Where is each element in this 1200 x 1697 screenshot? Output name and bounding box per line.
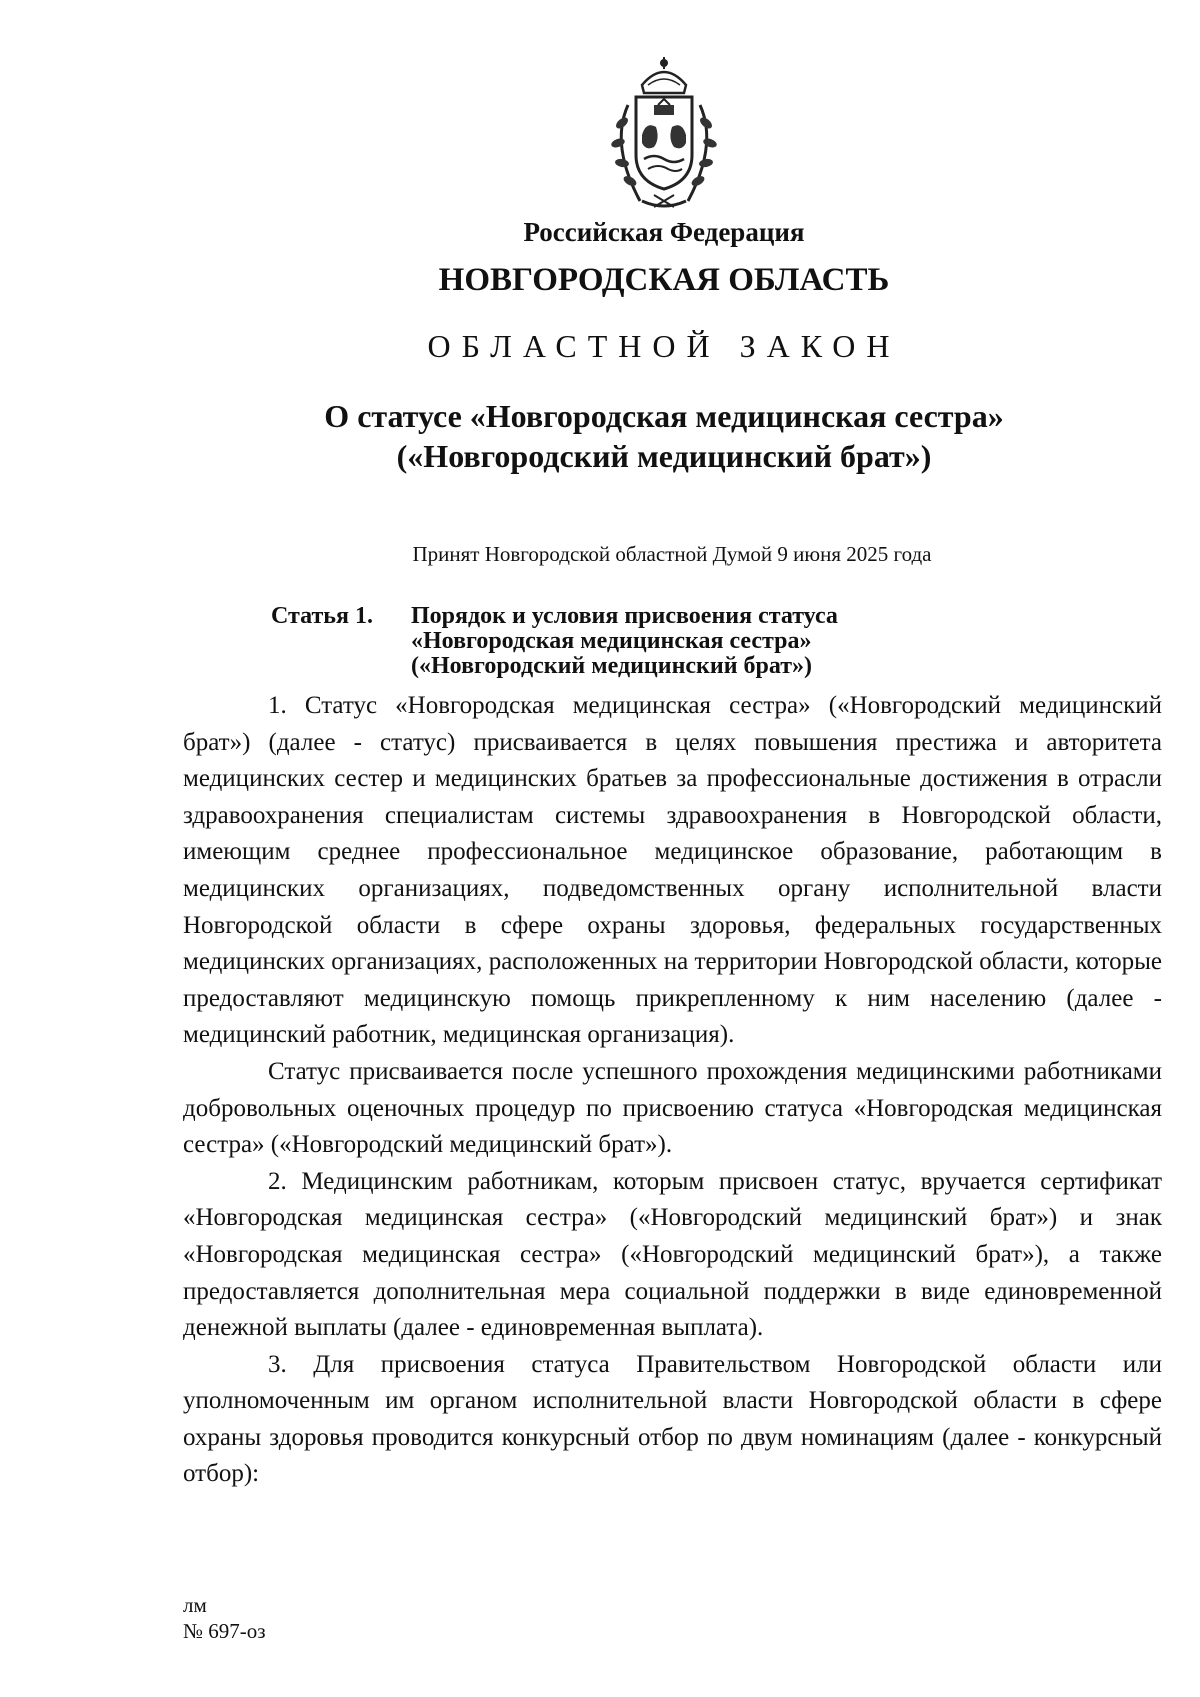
article-number: Статья 1. — [271, 603, 373, 629]
law-title — [0, 396, 1200, 476]
footer-initials: лм — [183, 1593, 207, 1617]
paragraph: Статус присваивается после успешного прохождения медицинскими работниками добровольных оценочных процедур по присвоению статуса «Новгородская медицинская сестра» («Новгородский медицинский брат»). — [183, 1057, 1162, 1159]
country-heading: Российская Федерация — [523, 217, 805, 247]
law-title-line: («Новгородский медицинский брат») — [396, 438, 932, 474]
law-title-line: О статусе «Новгородская медицинская сестра» — [324, 398, 1004, 434]
paragraph: 2. Медицинским работникам, которым присвоен статус, вручается сертификат «Новгородская медицинская сестра» («Новгородский медицинский брат») и знак «Новгородская медицинская сестра» («Новгородский медицинский брат»), а также предоставляется дополнительная мера социальной поддержки в виде единовременной денежной выплаты (далее - единовременная выплата). — [183, 1167, 1162, 1342]
article-title-line: «Новгородская медицинская сестра» — [411, 628, 812, 654]
paragraph: 3. Для присвоения статуса Правительством Новгородской области или уполномоченным им органом исполнительной власти Новгородской области в сфере охраны здоровья проводится конкурсный отбор по двум номинациям (далее - конкурсный отбор): — [183, 1350, 1162, 1488]
footer-registry — [183, 1592, 266, 1644]
article-title-line: («Новгородский медицинский брат») — [411, 653, 813, 679]
law-number: № 697-оз — [183, 1619, 266, 1643]
article-title — [411, 604, 971, 679]
region-heading: НОВГОРОДСКАЯ ОБЛАСТЬ — [438, 262, 890, 298]
adoption-note: Принят Новгородской областной Думой 9 июня 2025 года — [412, 542, 932, 566]
paragraph: 1. Статус «Новгородская медицинская сестра» («Новгородский медицинский брат») (далее - статус) присваивается в целях повышения престижа и авторитета медицинских сестер и медицинских братьев за профессиональные достижения в отрасли здравоохранения специалистам системы здравоохранения в Новгородской области, имеющим среднее профессиональное медицинское образование, работающим в медицинских организациях, подведомственных органу исполнительной власти Новгородской области в сфере охраны здоровья, федеральных государственных медицинских организациях, расположенных на территории Новгородской области, которые предоставляют медицинскую помощь прикрепленному к ним населению (далее - медицинский работник, медицинская организация). — [183, 692, 1162, 1049]
document-type: ОБЛАСТНОЙ ЗАКОН — [427, 328, 901, 364]
coat-of-arms-icon — [598, 55, 730, 215]
article-body — [183, 688, 1162, 1493]
article-title-line: Порядок и условия присвоения статуса — [411, 603, 838, 629]
